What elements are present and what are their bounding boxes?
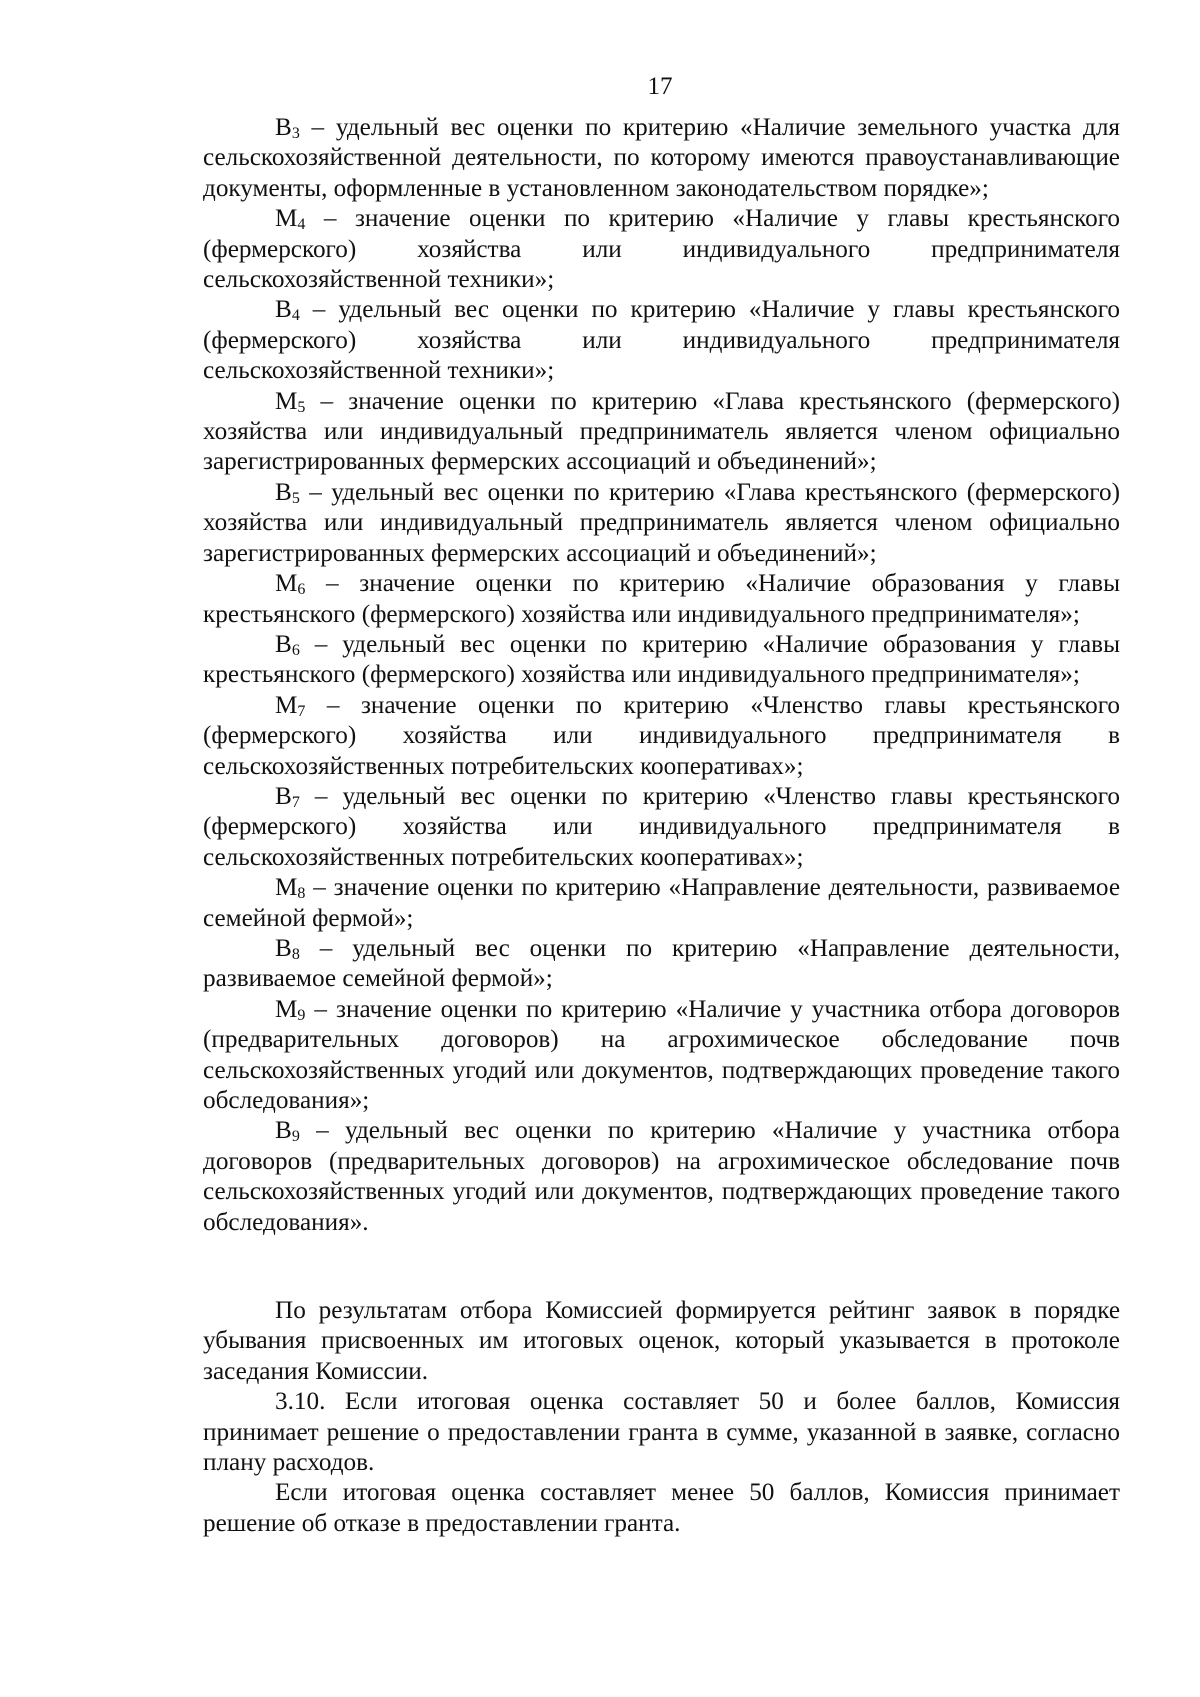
definition-m5: $М_5$ – значение оценки по критерию «Глава крестьянского (фермерского) хозяйства или индивидуальный предприниматель является членом официально зарегистрированных фермерских ассоциаций и объединений»; (203, 387, 1120, 476)
definition-b6: $В_6$ – удельный вес оценки по критерию «Наличие образования у главы крестьянского (фермерского) хозяйства или индивидуального предпринимателя»; (203, 630, 1120, 689)
variable-symbol: $В_5$ (275, 478, 300, 507)
variable-symbol: $М_6$ (275, 570, 306, 599)
definition-m7: $М_7$ – значение оценки по критерию «Членство главы крестьянского (фермерского) хозяйства или индивидуального предпринимателя в сельскохозяйственных потребительских кооперативах»; (203, 691, 1120, 780)
variable-symbol: $В_7$ (275, 782, 300, 811)
variable-symbol: $М_9$ (275, 995, 306, 1024)
variable-symbol: $М_5$ (275, 387, 306, 416)
variable-symbol: $М_8$ (275, 874, 306, 903)
definition-b4: $В_4$ – удельный вес оценки по критерию «Наличие у главы крестьянского (фермерского) хозяйства или индивидуального предпринимателя сельскохозяйственной техники»; (203, 296, 1120, 385)
variable-symbol: $М_4$ (275, 205, 306, 234)
definition-b7: $В_7$ – удельный вес оценки по критерию «Членство главы крестьянского (фермерского) хозяйства или индивидуального предпринимателя в сельскохозяйственных потребительских кооперативах»; (203, 782, 1120, 871)
variable-symbol: $В_6$ (275, 630, 300, 659)
paragraph-rating: По результатам отбора Комиссией формируется рейтинг заявок в порядке убывания присвоенных им итоговых оценок, который указывается в протоколе заседания Комиссии. (203, 1297, 1120, 1385)
variable-symbol: $В_4$ (275, 296, 300, 325)
definition-b5: $В_5$ – удельный вес оценки по критерию «Глава крестьянского (фермерского) хозяйства или индивидуальный предприниматель является членом официально зарегистрированных фермерских ассоциаций и объединений»; (203, 478, 1120, 567)
definition-b8: $В_8$ – удельный вес оценки по критерию «Направление деятельности, развиваемое семейной фермой»; (203, 934, 1120, 993)
definition-b9: $В_9$ – удельный вес оценки по критерию «Наличие у участника отбора договоров (предварительных договоров) на агрохимическое обследование почв сельскохозяйственных угодий или документов, подтверждающих проведение такого обследования». (203, 1117, 1120, 1236)
definition-m6: $М_6$ – значение оценки по критерию «Наличие образования у главы крестьянского (фермерского) хозяйства или индивидуального предпринимателя»; (203, 570, 1120, 628)
variable-symbol: $В_8$ (275, 934, 300, 963)
page-number: 17 (647, 73, 673, 100)
variable-symbol: $В_9$ (275, 1117, 300, 1146)
definition-m4: $М_4$ – значение оценки по критерию «Наличие у главы крестьянского (фермерского) хозяйства или индивидуального предпринимателя сельскохозяйственной техники»; (203, 205, 1120, 294)
paragraph-gap (203, 1238, 1120, 1296)
definition-m9: $М_9$ – значение оценки по критерию «Наличие у участника отбора договоров (предварительных договоров) на агрохимическое обследование почв сельскохозяйственных угодий или документов, подтверждающих проведение такого обследования»; (203, 995, 1120, 1114)
paragraph-refusal: Если итоговая оценка составляет менее 50 баллов, Комиссия принимает решение об отказе в предоставлении гранта. (203, 1479, 1120, 1537)
document-body (203, 113, 1120, 1539)
definition-m8: $М_8$ – значение оценки по критерию «Направление деятельности, развиваемое семейной фермой»; (203, 874, 1120, 932)
variable-symbol: $В_3$ (275, 114, 300, 142)
paragraph-3-10: 3.10. Если итоговая оценка составляет 50 и более баллов, Комиссия принимает решение о предоставлении гранта в сумме, указанной в заявке, согласно плану расходов. (203, 1388, 1120, 1477)
variable-symbol: $М_7$ (275, 691, 306, 720)
definition-b3: $В_3$ – удельный вес оценки по критерию «Наличие земельного участка для сельскохозяйственной деятельности, по которому имеются правоустанавливающие документы, оформленные в установленном законодательством порядке»; (203, 114, 1120, 202)
